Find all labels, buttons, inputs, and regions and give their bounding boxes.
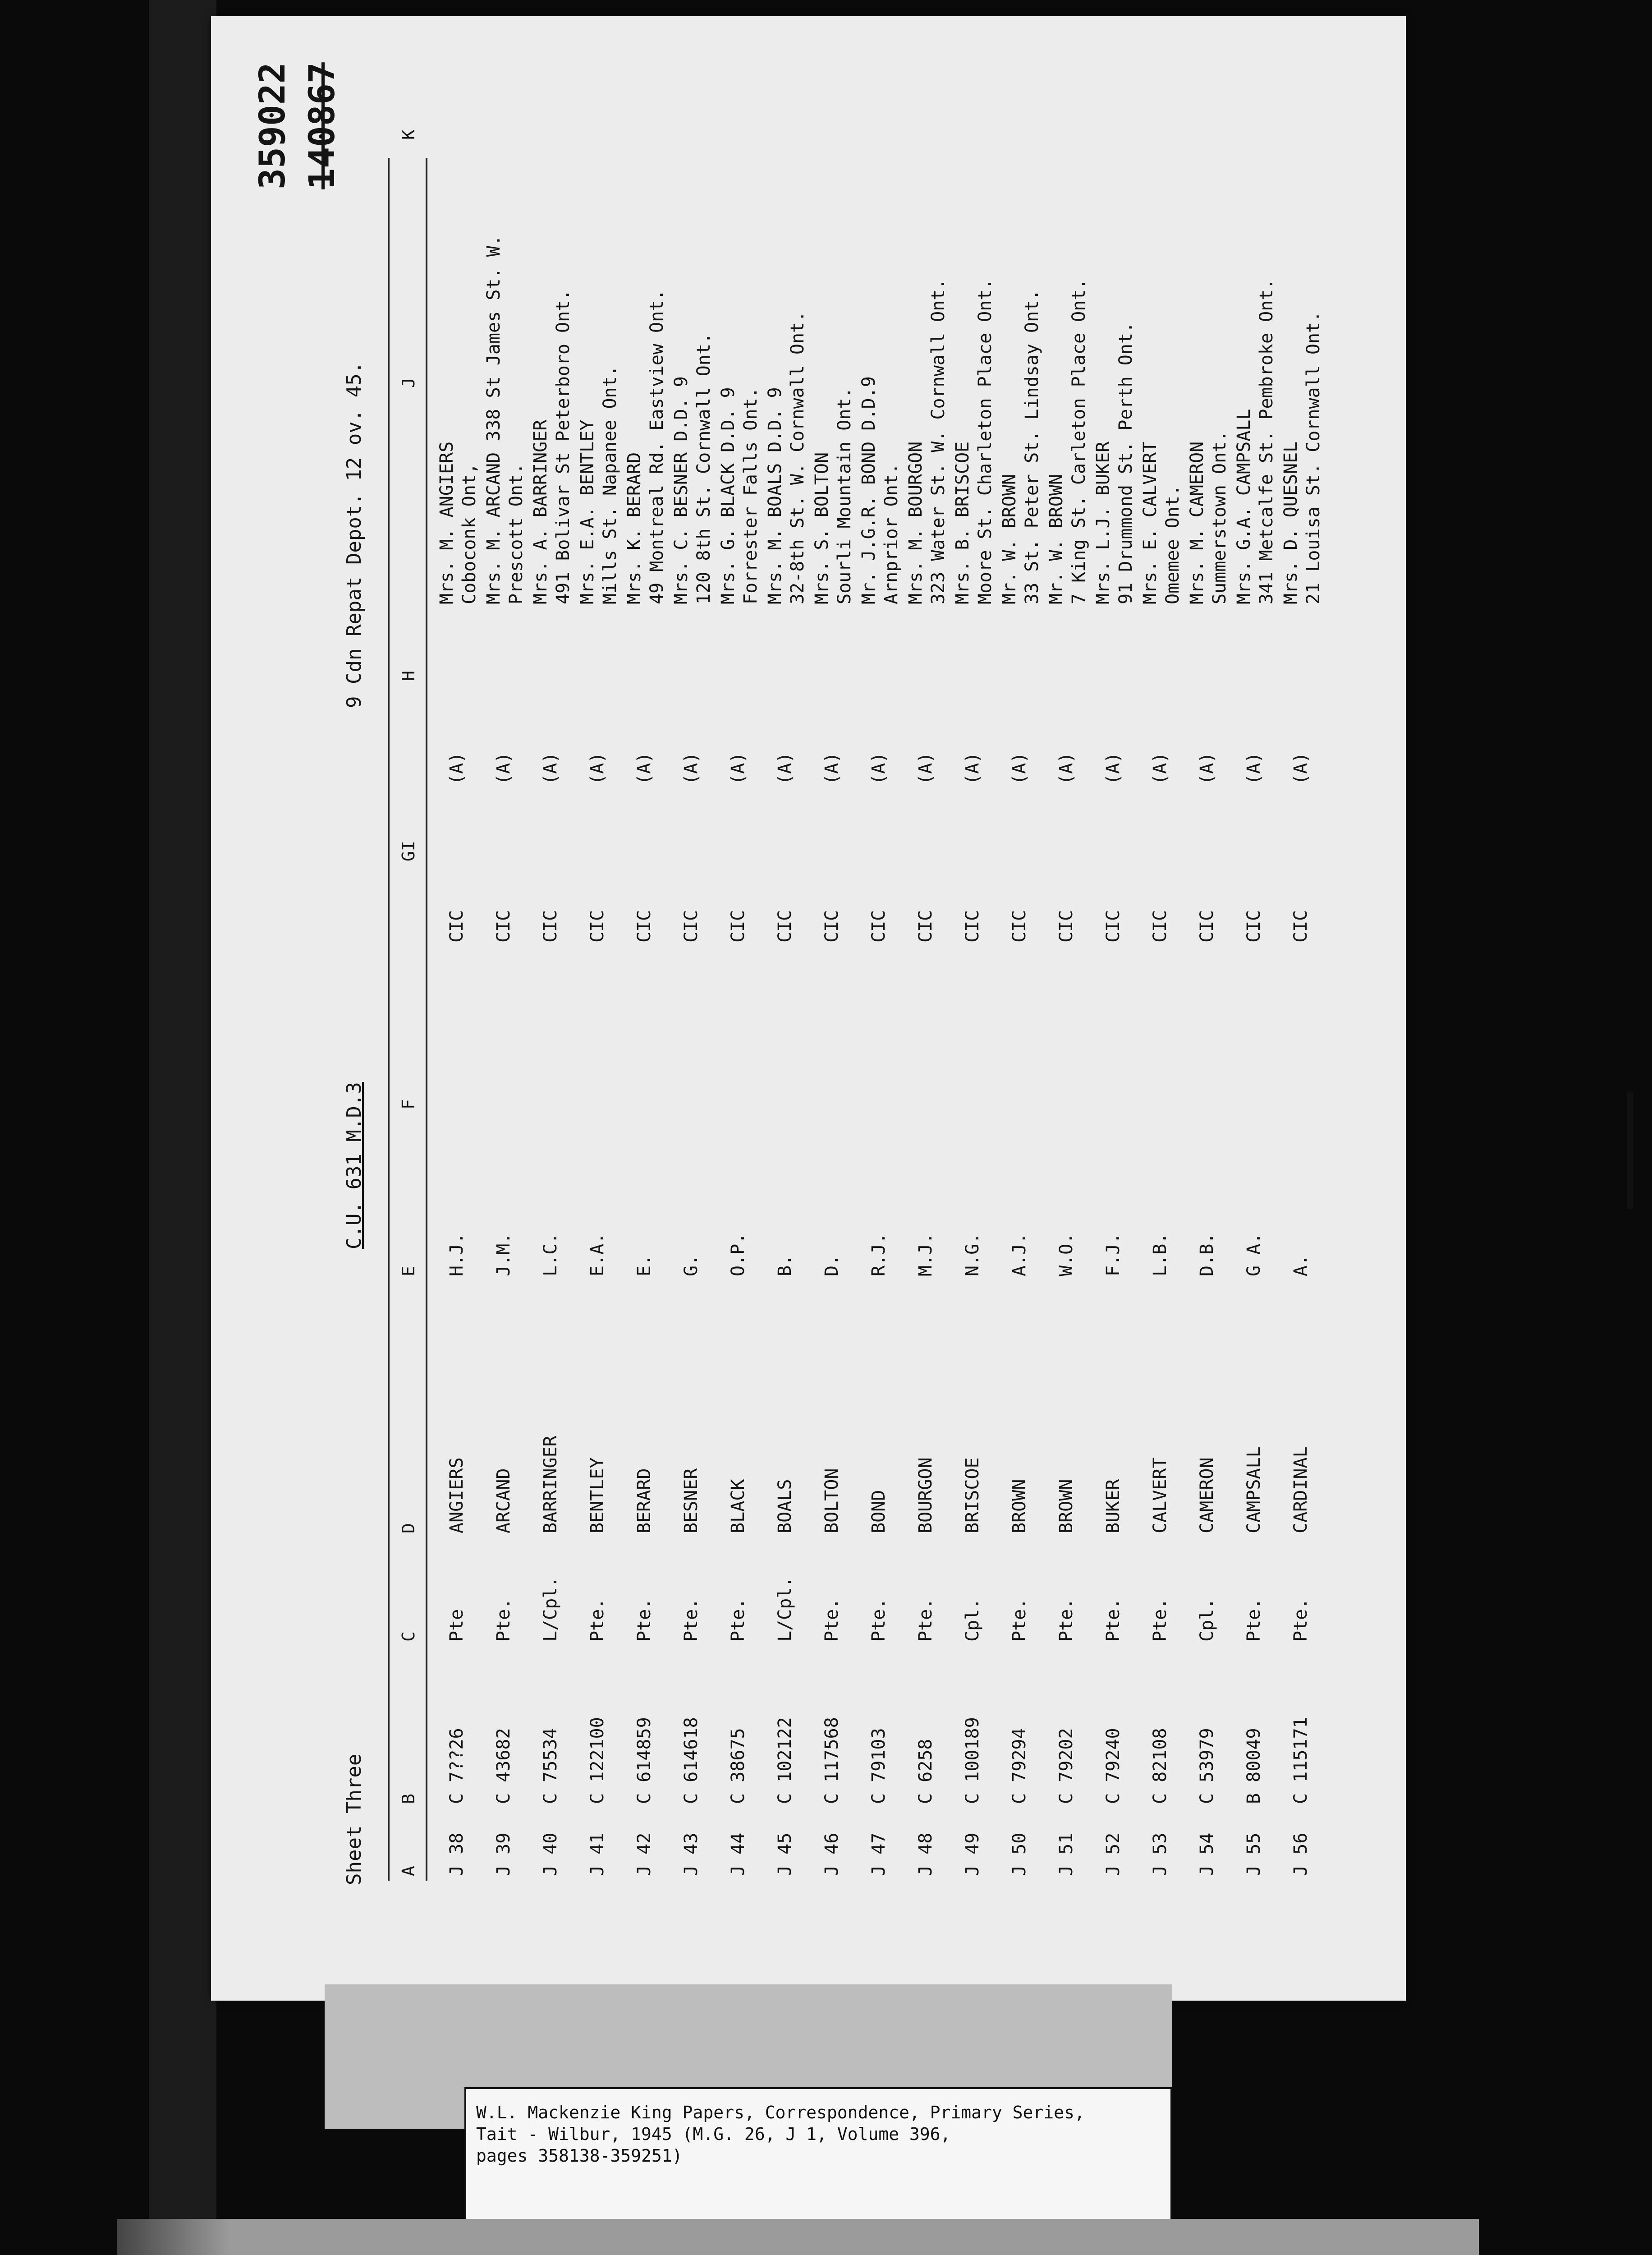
cell-number: C 100189 — [962, 1717, 983, 1804]
column-letter: GI — [399, 841, 418, 861]
cell-next-of-kin: Mrs. M. BOURGON — [905, 441, 926, 604]
cell-rank: Pte. — [1103, 1598, 1124, 1642]
cell-id: J 39 — [493, 1832, 514, 1876]
table-row — [718, 117, 773, 1876]
cell-number: C 82108 — [1150, 1728, 1170, 1804]
cell-initials: A.J. — [1009, 1233, 1030, 1276]
cell-category: (A) — [1056, 752, 1077, 785]
cell-number: C 79202 — [1056, 1728, 1077, 1804]
table-row — [1187, 117, 1242, 1876]
cell-address: 323 Water St. W. Cornwall Ont. — [928, 278, 949, 604]
cell-category: (A) — [915, 752, 936, 785]
cell-rank: Pte. — [1150, 1598, 1170, 1642]
scanner-margin — [149, 0, 216, 2255]
cell-initials: L.B. — [1150, 1233, 1170, 1276]
table-row — [1234, 117, 1289, 1876]
cell-corps: CIC — [1103, 910, 1124, 943]
cell-address: 33 St. Peter St. Lindsay Ont. — [1022, 289, 1042, 604]
archive-stamp — [117, 2219, 1479, 2255]
column-letter: F — [399, 1099, 418, 1109]
cell-address: Mills St. Napanee Ont. — [600, 365, 620, 604]
cell-initials: W.O. — [1056, 1233, 1077, 1276]
cell-initials: R.J. — [868, 1233, 889, 1276]
cell-rank: Pte. — [587, 1598, 608, 1642]
cell-address: 341 Metcalfe St. Pembroke Ont. — [1256, 278, 1277, 604]
cell-surname: CARDINAL — [1290, 1446, 1311, 1533]
cell-number: C 79294 — [1009, 1728, 1030, 1804]
cell-rank: Pte. — [1009, 1598, 1030, 1642]
cell-category: (A) — [587, 752, 608, 785]
sheet-label: Sheet Three — [343, 1753, 366, 1885]
cell-category: (A) — [446, 752, 467, 785]
cell-initials: E. — [634, 1254, 655, 1276]
cell-id: J 41 — [587, 1832, 608, 1876]
cell-address: Sourli Mountain Ont. — [834, 387, 855, 604]
cell-surname: BROWN — [1009, 1479, 1030, 1533]
cell-surname: CAMPSALL — [1244, 1446, 1264, 1533]
cell-number: C 614859 — [634, 1717, 655, 1804]
cell-number: C 102122 — [775, 1717, 795, 1804]
cell-corps: CIC — [446, 910, 467, 943]
table-row — [858, 117, 913, 1876]
table-row — [1046, 117, 1101, 1876]
cell-id: J 40 — [540, 1832, 561, 1876]
cell-rank: Pte. — [1290, 1598, 1311, 1642]
table-row — [577, 117, 632, 1876]
cell-id: J 49 — [962, 1832, 983, 1876]
cell-corps: CIC — [1290, 910, 1311, 943]
cell-category: (A) — [681, 752, 702, 785]
cell-id: J 55 — [1244, 1832, 1264, 1876]
cell-next-of-kin: Mrs. S. BOLTON — [812, 452, 832, 604]
citation-line: W.L. Mackenzie King Papers, Correspondence, Primary Series, — [476, 2103, 1085, 2122]
cell-next-of-kin: Mrs. K. BERARD — [624, 452, 645, 604]
cell-corps: CIC — [634, 910, 655, 943]
cell-category: (A) — [1103, 752, 1124, 785]
reference-number: 359022 — [252, 62, 293, 189]
cell-id: J 42 — [634, 1832, 655, 1876]
cell-surname: BERARD — [634, 1468, 655, 1533]
cell-initials: H.J. — [446, 1233, 467, 1276]
cell-category: (A) — [1290, 752, 1311, 785]
cell-number: C 75534 — [540, 1728, 561, 1804]
rotated-document — [234, 63, 1389, 1957]
cell-address: 21 Louisa St. Cornwall Ont. — [1303, 311, 1324, 604]
cell-rank: Pte. — [821, 1598, 842, 1642]
cell-surname: BOURGON — [915, 1457, 936, 1533]
cell-number: C 117568 — [821, 1717, 842, 1804]
cell-category: (A) — [1009, 752, 1030, 785]
cell-next-of-kin: Mrs. M. BOALS D.D. 9 — [765, 387, 785, 604]
column-letter: K — [399, 129, 418, 140]
cell-id: J 51 — [1056, 1832, 1077, 1876]
citation-line: Tait - Wilbur, 1945 (M.G. 26, J 1, Volume 396, — [476, 2124, 951, 2144]
column-letter: H — [399, 671, 418, 681]
cell-initials: O.P. — [728, 1233, 748, 1276]
cell-corps: CIC — [1150, 910, 1170, 943]
cell-rank: Pte. — [728, 1598, 748, 1642]
cell-address: Forrester Falls Ont. — [740, 387, 761, 604]
cell-initials: J.M. — [493, 1233, 514, 1276]
cell-surname: BRISCOE — [962, 1457, 983, 1533]
cell-category: (A) — [540, 752, 561, 785]
column-letter: C — [399, 1631, 418, 1642]
cell-initials: L.C. — [540, 1233, 561, 1276]
header-rule-bottom — [426, 158, 427, 1881]
cell-corps: CIC — [821, 910, 842, 943]
cell-rank: Pte. — [1056, 1598, 1077, 1642]
cell-next-of-kin: Mrs. A. BARRINGER — [530, 419, 551, 604]
cell-next-of-kin: Mrs. M. ANGIERS — [436, 441, 457, 604]
column-letter: A — [399, 1866, 418, 1876]
cell-initials: D.B. — [1197, 1233, 1217, 1276]
cell-address: 120 8th St. Cornwall Ont. — [693, 332, 714, 604]
cell-category: (A) — [728, 752, 748, 785]
cell-corps: CIC — [775, 910, 795, 943]
cell-corps: CIC — [728, 910, 748, 943]
cell-corps: CIC — [868, 910, 889, 943]
table-row — [999, 117, 1054, 1876]
cell-surname: CALVERT — [1150, 1457, 1170, 1533]
cell-rank: Pte. — [868, 1598, 889, 1642]
cell-id: J 52 — [1103, 1832, 1124, 1876]
cell-surname: BROWN — [1056, 1479, 1077, 1533]
cell-initials: E.A. — [587, 1233, 608, 1276]
cell-corps: CIC — [1009, 910, 1030, 943]
cell-id: J 46 — [821, 1832, 842, 1876]
crossed-out-reference-number: 140867 — [302, 62, 343, 189]
cell-id: J 56 — [1290, 1832, 1311, 1876]
citation-line: pages 358138-359251) — [476, 2146, 683, 2166]
table-row — [952, 117, 1007, 1876]
cell-initials: G. — [681, 1254, 702, 1276]
cell-id: J 44 — [728, 1832, 748, 1876]
cell-number: C 79240 — [1103, 1728, 1124, 1804]
table-row — [530, 117, 585, 1876]
table-row — [1093, 117, 1148, 1876]
cell-surname: BUKER — [1103, 1479, 1124, 1533]
cell-id: J 45 — [775, 1832, 795, 1876]
cell-corps: CIC — [587, 910, 608, 943]
cell-surname: BOND — [868, 1490, 889, 1533]
column-letter: E — [399, 1266, 418, 1276]
cell-id: J 50 — [1009, 1832, 1030, 1876]
cell-category: (A) — [634, 752, 655, 785]
cell-address: Prescott Ont. — [506, 463, 527, 604]
cell-address: 7 King St. Carleton Place Ont. — [1069, 278, 1089, 604]
cell-initials: N.G. — [962, 1233, 983, 1276]
stamp-edge — [117, 2219, 230, 2255]
cell-rank: Pte. — [681, 1598, 702, 1642]
cell-next-of-kin: Mrs. B. BRISCOE — [952, 441, 973, 604]
depot-label: 9 Cdn Repat Depot. 12 ov. 45. — [343, 361, 366, 708]
table-row — [1140, 117, 1195, 1876]
cell-rank: L/Cpl. — [540, 1576, 561, 1642]
cell-address: 491 Bolivar St Peterboro Ont. — [553, 289, 574, 604]
cell-number: B 80049 — [1244, 1728, 1264, 1804]
cell-address: Summerstown Ont. — [1209, 430, 1230, 604]
cell-number: C 115171 — [1290, 1717, 1311, 1804]
cell-corps: CIC — [1197, 910, 1217, 943]
cell-category: (A) — [868, 752, 889, 785]
cell-surname: BESNER — [681, 1468, 702, 1533]
cell-initials: M.J. — [915, 1233, 936, 1276]
cell-number: C 7??26 — [446, 1728, 467, 1804]
cell-id: J 53 — [1150, 1832, 1170, 1876]
cell-id: J 47 — [868, 1832, 889, 1876]
cell-id: J 48 — [915, 1832, 936, 1876]
cell-corps: CIC — [681, 910, 702, 943]
cell-rank: Cpl. — [962, 1598, 983, 1642]
cell-initials: D. — [821, 1254, 842, 1276]
cell-corps: CIC — [915, 910, 936, 943]
cell-next-of-kin: Mr. W. BROWN — [999, 474, 1020, 604]
cell-initials: G A. — [1244, 1233, 1264, 1276]
cell-surname: BENTLEY — [587, 1457, 608, 1533]
cell-corps: CIC — [962, 910, 983, 943]
header-rule — [388, 158, 390, 1881]
cell-next-of-kin: Mrs. G.A. CAMPSALL — [1234, 409, 1254, 604]
cell-next-of-kin: Mrs. G. BLACK D.D. 9 — [718, 387, 739, 604]
cell-next-of-kin: Mrs. M. CAMERON — [1187, 441, 1207, 604]
cell-next-of-kin: Mrs. L.J. BUKER — [1093, 441, 1114, 604]
cell-next-of-kin: Mrs. C. BESNER D.D. 9 — [671, 376, 692, 604]
table-row — [671, 117, 726, 1876]
cell-corps: CIC — [540, 910, 561, 943]
cell-rank: Cpl. — [1197, 1598, 1217, 1642]
cell-category: (A) — [821, 752, 842, 785]
table-row — [905, 117, 960, 1876]
cell-number: C 38675 — [728, 1728, 748, 1804]
cell-rank: L/Cpl. — [775, 1576, 795, 1642]
cell-category: (A) — [1197, 752, 1217, 785]
cell-number: C 53979 — [1197, 1728, 1217, 1804]
cell-number: C 122100 — [587, 1717, 608, 1804]
cell-category: (A) — [962, 752, 983, 785]
cell-number: C 6258 — [915, 1739, 936, 1804]
cell-address: 49 Montreal Rd. Eastview Ont. — [647, 289, 667, 604]
cell-next-of-kin: Mrs. E.A. BENTLEY — [577, 419, 598, 604]
cell-category: (A) — [1150, 752, 1170, 785]
cell-next-of-kin: Mrs. D. QUESNEL — [1280, 441, 1301, 604]
cell-rank: Pte. — [634, 1598, 655, 1642]
cell-address: Arnprior Ont. — [881, 463, 902, 604]
cell-number: C 79103 — [868, 1728, 889, 1804]
table-row — [1280, 117, 1335, 1876]
table-row — [765, 117, 820, 1876]
cell-id: J 38 — [446, 1832, 467, 1876]
cell-address: Omemee Ont. — [1162, 485, 1183, 604]
cell-surname: BLACK — [728, 1479, 748, 1533]
cell-number: C 43682 — [493, 1728, 514, 1804]
table-row — [483, 117, 538, 1876]
scan-mark — [1627, 1091, 1633, 1209]
cell-id: J 54 — [1197, 1832, 1217, 1876]
cell-surname: CAMERON — [1197, 1457, 1217, 1533]
cell-surname: BOLTON — [821, 1468, 842, 1533]
cell-initials: A. — [1290, 1254, 1311, 1276]
cell-address: Moore St. Charleton Place Ont. — [975, 278, 996, 604]
cell-next-of-kin: Mr. W. BROWN — [1046, 474, 1067, 604]
cell-surname: ARCAND — [493, 1468, 514, 1533]
cell-rank: Pte. — [1244, 1598, 1264, 1642]
cell-number: C 614618 — [681, 1717, 702, 1804]
cell-category: (A) — [775, 752, 795, 785]
cell-id: J 43 — [681, 1832, 702, 1876]
cell-initials: F.J. — [1103, 1233, 1124, 1276]
cell-initials: B. — [775, 1254, 795, 1276]
cell-next-of-kin: Mrs. M. ARCAND 338 St James St. W. — [483, 235, 504, 604]
column-letter: D — [399, 1523, 418, 1533]
cell-next-of-kin: Mrs. E. CALVERT — [1140, 441, 1161, 604]
cell-rank: Pte. — [493, 1598, 514, 1642]
cell-corps: CIC — [1056, 910, 1077, 943]
cell-category: (A) — [493, 752, 514, 785]
cell-address: 32-8th St. W. Cornwall Ont. — [787, 311, 808, 604]
cell-category: (A) — [1244, 752, 1264, 785]
unit-label: C.U. 631 M.D.3 — [343, 1082, 366, 1249]
cell-address: 91 Drummond St. Perth Ont. — [1115, 322, 1136, 604]
cell-surname: BARRINGER — [540, 1436, 561, 1533]
column-letter: B — [399, 1794, 418, 1804]
cell-next-of-kin: Mr. J.G.R. BOND D.D.9 — [858, 376, 879, 604]
cell-corps: CIC — [1244, 910, 1264, 943]
cell-address: Coboconk Ont, — [459, 463, 480, 604]
cell-corps: CIC — [493, 910, 514, 943]
cell-rank: Pte — [446, 1609, 467, 1642]
column-letter: J — [399, 377, 418, 388]
cell-rank: Pte. — [915, 1598, 936, 1642]
citation-label — [464, 2087, 1172, 2232]
cell-surname: BOALS — [775, 1479, 795, 1533]
cell-surname: ANGIERS — [446, 1457, 467, 1533]
